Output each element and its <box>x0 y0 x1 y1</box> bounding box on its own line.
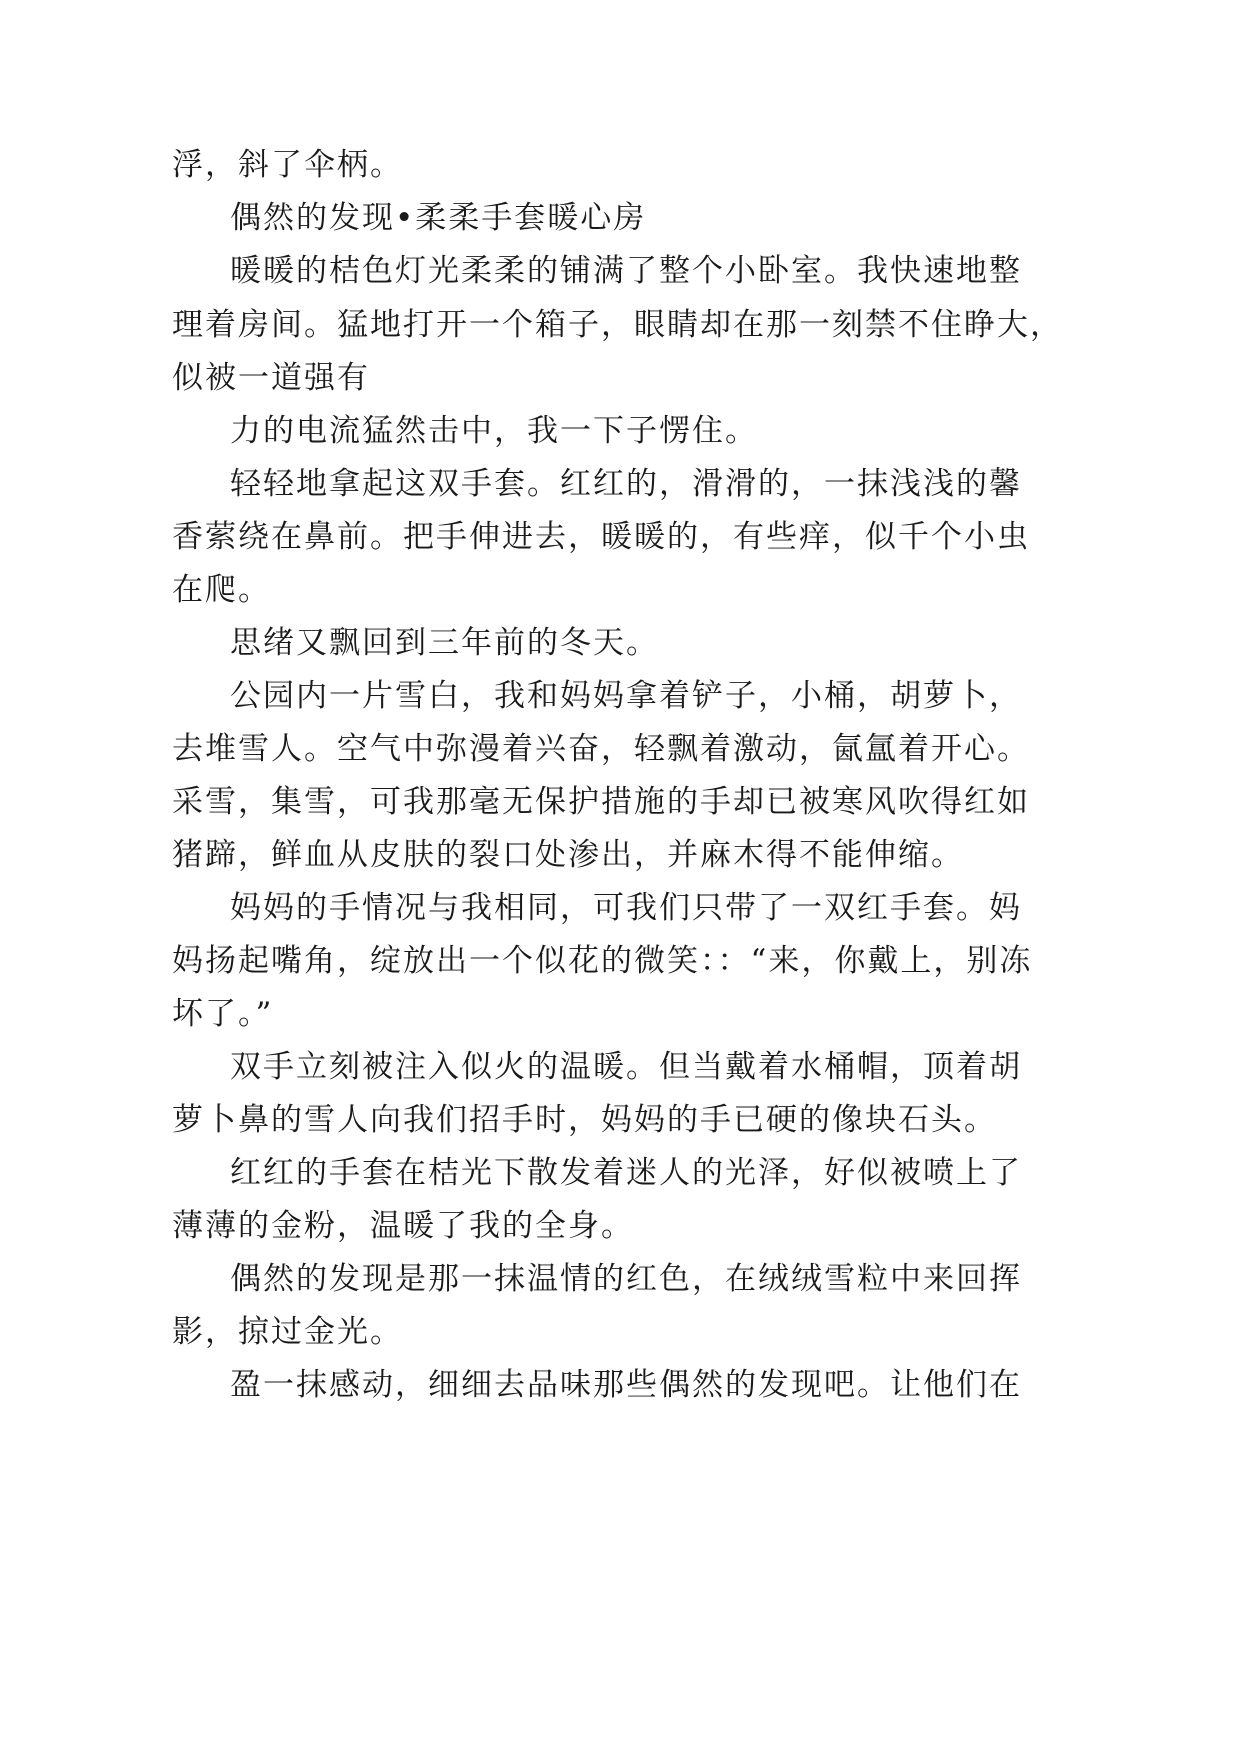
text-line: 浮，斜了伞柄。 <box>172 147 403 183</box>
text-line: 双手立刻被注入似火的温暖。但当戴着水桶帽，顶着胡 <box>230 1049 1022 1085</box>
text-line: 偶然的发现是那一抹温情的红色，在绒绒雪粒中来回挥 <box>230 1261 1022 1297</box>
text-line: 影，掠过金光。 <box>172 1314 403 1350</box>
text-line: 去堆雪人。空气中弥漫着兴奋，轻飘着激动，氤氲着开心。 <box>172 731 1030 767</box>
text-line: 坏了。” <box>172 996 274 1032</box>
text-line: 薄薄的金粉，温暖了我的全身。 <box>172 1208 634 1244</box>
text-line: 似被一道强有 <box>172 360 370 396</box>
text-line: 猪蹄，鲜血从皮肤的裂口处渗出，并麻木得不能伸缩。 <box>172 837 964 873</box>
text-line: 在爬。 <box>172 572 271 608</box>
text-line: 萝卜鼻的雪人向我们招手时，妈妈的手已硬的像块石头。 <box>172 1102 997 1138</box>
text-line: 公园内一片雪白，我和妈妈拿着铲子，小桶，胡萝卜， <box>230 678 1022 714</box>
text-line: 妈扬起嘴角，绽放出一个似花的微笑：：“来，你戴上，别冻 <box>172 943 1033 979</box>
text-line: 暖暖的桔色灯光柔柔的铺满了整个小卧室。我快速地整 <box>230 253 1022 289</box>
text-line: 妈妈的手情况与我相同，可我们只带了一双红手套。妈 <box>230 890 1022 926</box>
text-line: 红红的手套在桔光下散发着迷人的光泽，好似被喷上了 <box>230 1155 1022 1191</box>
text-line: 思绪又飘回到三年前的冬天。 <box>230 625 659 661</box>
text-line: 理着房间。猛地打开一个箱子，眼睛却在那一刻禁不住睁大， <box>172 307 1063 343</box>
section-heading: 偶然的发现•柔柔手套暖心房 <box>230 200 647 236</box>
text-line: 盈一抹感动，细细去品味那些偶然的发现吧。让他们在 <box>230 1367 1022 1403</box>
text-line: 采雪，集雪，可我那毫无保护措施的手却已被寒风吹得红如 <box>172 784 1030 820</box>
text-line: 轻轻地拿起这双手套。红红的，滑滑的，一抹浅浅的馨 <box>230 466 1022 502</box>
text-line: 香萦绕在鼻前。把手伸进去，暖暖的，有些痒，似千个小虫 <box>172 519 1030 555</box>
text-line: 力的电流猛然击中，我一下子愣住。 <box>230 413 758 449</box>
